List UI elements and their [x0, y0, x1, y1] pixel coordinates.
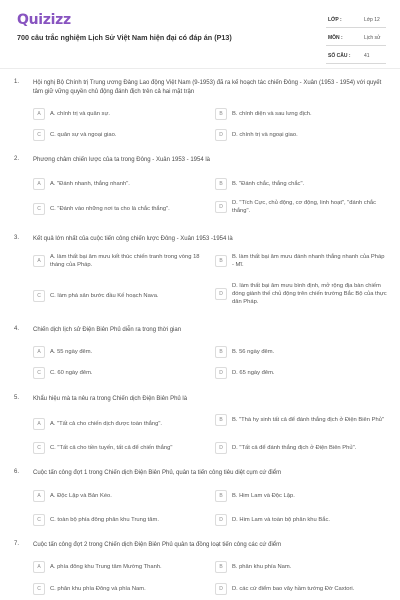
option-letter-badge: C	[33, 203, 45, 215]
option-a[interactable]	[33, 418, 162, 430]
option-text: A. "Tất cả cho chiến dịch được toàn thắng".	[50, 421, 163, 427]
option-b[interactable]	[215, 178, 304, 190]
option-letter-badge: D	[215, 442, 227, 454]
option-text: C. 60 ngày đêm.	[50, 370, 93, 376]
question-number: 5.	[14, 395, 20, 401]
option-c[interactable]	[33, 203, 170, 215]
option-text: D. "Tất cả để đánh thắng địch ở Điện Biên Phủ".	[232, 445, 357, 451]
option-letter-badge: C	[33, 583, 45, 595]
option-letter-badge: D	[215, 129, 227, 141]
option-letter-badge: A	[33, 490, 45, 502]
option-letter-badge: D	[215, 514, 227, 526]
option-d[interactable]	[215, 199, 387, 215]
option-text: C. "Tất cả cho tiền tuyến, tất cả để chiến thắng"	[50, 445, 173, 451]
option-a[interactable]	[33, 108, 110, 120]
question-text: Cuộc tấn công đợt 2 trong Chiến dịch Điện Biên Phủ quân ta đồng loạt tiến công các cứ điểm	[33, 542, 282, 548]
option-a[interactable]	[33, 490, 112, 502]
meta-value: 41	[364, 53, 370, 59]
option-letter-badge: A	[33, 418, 45, 430]
quizizz-logo: Quizizz	[17, 12, 71, 28]
option-letter-badge: A	[33, 561, 45, 573]
option-letter-badge: C	[33, 129, 45, 141]
option-text: B. chính diện và sau lưng địch.	[232, 111, 312, 117]
header-divider	[0, 68, 400, 69]
question-number: 3.	[14, 235, 20, 241]
option-letter-badge: D	[215, 367, 227, 379]
option-text: D. các cứ điểm bao vây hầm tướng Đờ Caxtori.	[232, 586, 355, 592]
option-text: B. "Đánh chắc, thắng chắc".	[232, 181, 305, 187]
option-c[interactable]	[33, 442, 172, 454]
option-text: C. phân khu phía Đông và phía Nam.	[50, 586, 146, 592]
option-text: A. 55 ngày đêm.	[50, 349, 93, 355]
option-c[interactable]	[33, 367, 93, 379]
option-text: A. "Đánh nhanh, thắng nhanh".	[50, 181, 130, 187]
option-d[interactable]	[215, 514, 330, 526]
option-b[interactable]	[215, 414, 387, 426]
meta-label: LỚP :	[328, 17, 342, 23]
option-letter-badge: C	[33, 514, 45, 526]
option-b[interactable]	[215, 346, 274, 358]
option-c[interactable]	[33, 583, 146, 595]
option-letter-badge: D	[215, 201, 227, 213]
question-text: Phương châm chiến lược của ta trong Đông - Xuân 1953 - 1954 là	[33, 157, 211, 163]
option-letter-badge: A	[33, 108, 45, 120]
option-text: D. chính trị và ngoại giao.	[232, 132, 298, 138]
option-a[interactable]	[33, 561, 162, 573]
option-b[interactable]	[215, 253, 387, 269]
question-number: 6.	[14, 469, 20, 475]
option-text: A. Độc Lập và Bản Kéo.	[50, 493, 112, 499]
question-text: Chiến dịch lịch sử Điện Biên Phủ diễn ra trong thời gian	[33, 327, 182, 333]
option-text: A. chính trị và quân sự.	[50, 111, 110, 117]
option-a[interactable]	[33, 178, 130, 190]
meta-label: SỐ CÂU :	[328, 53, 351, 59]
option-text: C. toàn bộ phía đông phân khu Trung tâm.	[50, 517, 159, 523]
option-a[interactable]	[33, 346, 92, 358]
question-text: Khẩu hiệu mà ta nêu ra trong Chiến dịch Điện Biên Phủ là	[33, 396, 188, 402]
option-b[interactable]	[215, 561, 291, 573]
meta-row-question-count	[326, 49, 386, 64]
option-text: B. làm thất bại âm mưu đánh nhanh thắng nhanh của Pháp - Mĩ.	[232, 254, 385, 268]
option-text: B. Him Lam và Độc Lập.	[232, 493, 295, 499]
option-letter-badge: B	[215, 414, 227, 426]
option-d[interactable]	[215, 442, 356, 454]
question-text: Kết quả lớn nhất của cuộc tiến công chiến lược Đông - Xuân 1953 -1954 là	[33, 236, 233, 242]
option-c[interactable]	[33, 514, 159, 526]
option-text: D. làm thất bại âm mưu bình định, mở rộng địa bàn chiếm đóng giành thế chủ động trên chiến trường Bắc Bộ của thực dân Pháp.	[232, 283, 387, 305]
option-c[interactable]	[33, 290, 159, 302]
option-text: C. "Đánh vào những nơi ta cho là chắc thắng".	[50, 206, 170, 212]
question-number: 7.	[14, 541, 20, 547]
option-text: C. làm phá sản bước đầu Kế hoạch Nava.	[50, 293, 159, 299]
option-letter-badge: D	[215, 288, 227, 300]
document-header	[0, 0, 400, 66]
option-letter-badge: A	[33, 255, 45, 267]
option-letter-badge: A	[33, 178, 45, 190]
option-b[interactable]	[215, 490, 295, 502]
option-text: D. Him Lam và toàn bộ phân khu Bắc.	[232, 517, 330, 523]
meta-row-subject	[326, 31, 386, 46]
option-letter-badge: B	[215, 108, 227, 120]
meta-row-grade	[326, 13, 386, 28]
option-letter-badge: B	[215, 561, 227, 573]
meta-label: MÔN :	[328, 35, 343, 41]
option-text: A. phía đông khu Trung tâm Mường Thanh.	[50, 564, 162, 570]
option-letter-badge: A	[33, 346, 45, 358]
option-letter-badge: C	[33, 442, 45, 454]
option-text: B. phân khu phía Nam.	[232, 564, 292, 570]
option-letter-badge: D	[215, 583, 227, 595]
option-letter-badge: B	[215, 346, 227, 358]
option-letter-badge: C	[33, 290, 45, 302]
option-text: B. "Thà hy sinh tất cả để đánh thắng địch ở Điện Biên Phủ"	[232, 417, 384, 423]
option-letter-badge: B	[215, 490, 227, 502]
option-letter-badge: B	[215, 255, 227, 267]
option-text: A. làm thất bại âm mưu kết thúc chiến tranh trong vòng 18 tháng của Pháp.	[50, 254, 200, 268]
meta-value: Lớp 12	[364, 17, 380, 23]
option-letter-badge: C	[33, 367, 45, 379]
option-d[interactable]	[215, 282, 387, 306]
question-number: 1.	[14, 79, 20, 85]
option-d[interactable]	[215, 583, 354, 595]
option-letter-badge: B	[215, 178, 227, 190]
option-b[interactable]	[215, 108, 312, 120]
option-text: D. "Tích Cực, chủ động, cơ động, linh hoạt", "đánh chắc thắng".	[232, 200, 377, 214]
option-text: B. 56 ngày đêm.	[232, 349, 275, 355]
option-d[interactable]	[215, 367, 275, 379]
question-number: 2.	[14, 156, 20, 162]
option-text: C. quân sự và ngoại giao.	[50, 132, 117, 138]
meta-value: Lịch sử	[364, 35, 381, 41]
option-d[interactable]	[215, 129, 298, 141]
question-number: 4.	[14, 326, 20, 332]
meta-info	[326, 13, 386, 67]
question-text: Cuộc tấn công đợt 1 trong Chiến dịch Điện Biên Phủ, quân ta tiến công tiêu diệt cụm cứ điểm	[33, 470, 282, 476]
option-c[interactable]	[33, 129, 116, 141]
option-text: D. 65 ngày đêm.	[232, 370, 275, 376]
document-title: 700 câu trắc nghiệm Lịch Sử Việt Nam hiện đại có đáp án (P13)	[17, 33, 232, 42]
question-text: Hội nghị Bộ Chính trị Trung ương Đảng Lao động Việt Nam (9-1953) đã ra kế hoạch tác chiến Đông - Xuân (1953 - 1954) với quyết tâm giữ vững quyền chủ động đánh địch trên cả hai mặt trận	[33, 80, 382, 95]
option-a[interactable]	[33, 253, 205, 269]
